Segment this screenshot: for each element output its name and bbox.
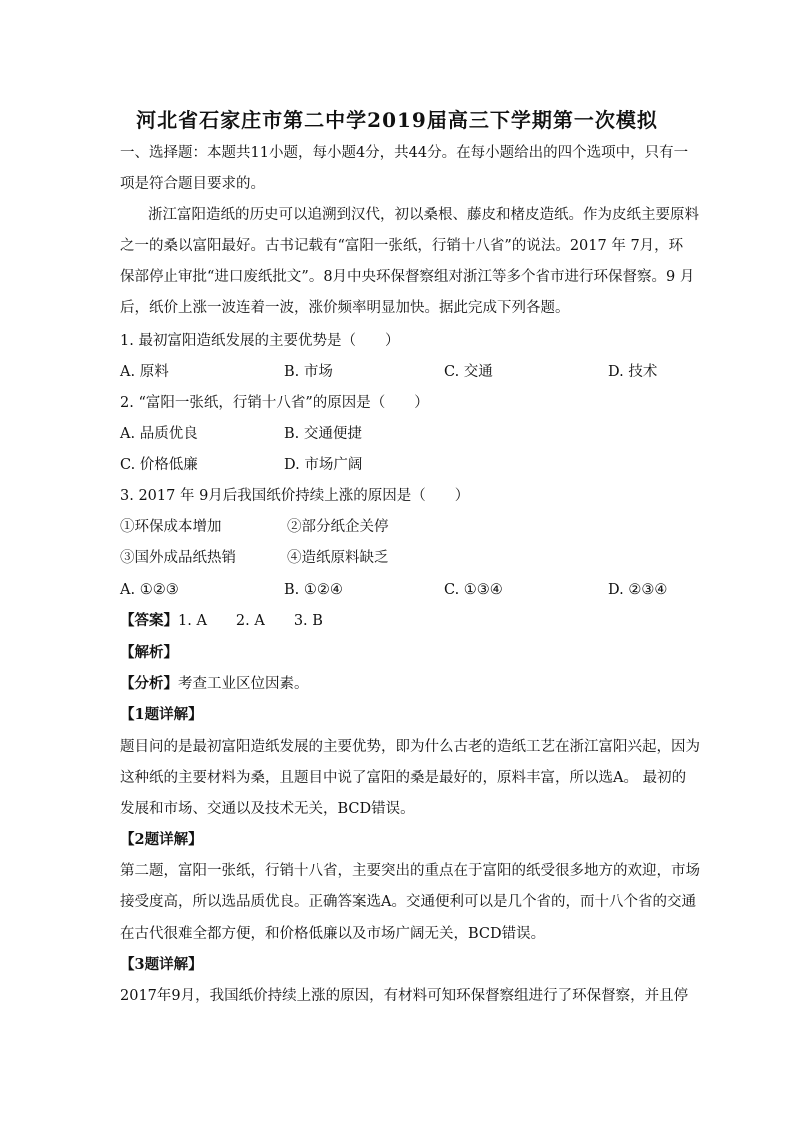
section-instruction-line-1: 一、选择题：本题共11小题，每小题4分，共44分。在每小题给出的四个选项中，只有一 [120,145,689,161]
question-3-statement-1: ①环保成本增加 [120,519,222,535]
question-2-option-d: D. 市场广阔 [284,457,363,473]
document-title: 河北省石家庄市第二中学2019届高三下学期第一次模拟 [136,108,658,132]
detail-2-line-3: 在古代很难全都方便，和价格低廉以及市场广阔无关，BCD错误。 [120,926,546,942]
detail-3-line-1: 2017年9月，我国纸价持续上涨的原因，有材料可知环保督察组进行了环保督察，并且停 [120,988,689,1004]
analysis-intro-label: 【分析】 [120,675,178,692]
analysis-heading: 【解析】 [120,644,178,661]
question-1-option-b: B. 市场 [284,364,333,380]
question-3-statement-2: ②部分纸企关停 [287,519,389,535]
detail-2-line-2: 接受度高，所以选品质优良。正确答案选A。交通便利可以是几个省的，而十八个省的交通 [120,894,696,910]
detail-1-line-2: 这种纸的主要材料为桑，且题目中说了富阳的桑是最好的，原料丰富，所以选A。 最初的 [120,770,687,786]
section-instruction-line-2: 项是符合题目要求的。 [120,176,265,192]
detail-2-line-1: 第二题，富阳一张纸，行销十八省，主要突出的重点在于富阳的纸受很多地方的欢迎，市场 [120,863,700,879]
question-1-stem: 1. 最初富阳造纸发展的主要优势是（ ） [120,333,400,349]
question-3-stem: 3. 2017 年 9月后我国纸价持续上涨的原因是（ ） [120,488,470,504]
question-2-stem: 2. “富阳一张纸，行销十八省”的原因是（ ） [120,395,429,411]
detail-1-line-3: 发展和市场、交通以及技术无关，BCD错误。 [120,801,415,817]
detail-1-line-1: 题目问的是最初富阳造纸发展的主要优势，即为什么古老的造纸工艺在浙江富阳兴起，因为 [120,739,700,755]
question-2-option-a: A. 品质优良 [120,426,198,442]
question-2-option-b: B. 交通便捷 [284,426,362,442]
question-2-option-c: C. 价格低廉 [120,457,198,473]
question-1-option-a: A. 原料 [120,364,169,380]
question-3-statement-3: ③国外成品纸热销 [120,550,236,566]
passage-line-3: 保部停止审批“进口废纸批文”。8月中央环保督察组对浙江等多个省市进行环保督察。9 月 [120,269,695,285]
question-3-option-c: C. ①③④ [444,582,503,598]
question-3-statement-4: ④造纸原料缺乏 [287,550,389,566]
passage-line-4: 后，纸价上涨一波连着一波，涨价频率明显加快。据此完成下列各题。 [120,300,570,316]
passage-line-2: 之一的桑以富阳最好。古书记载有“富阳一张纸，行销十八省”的说法。2017 年 7月，环 [120,238,684,254]
answer-label: 【答案】 [120,612,178,629]
detail-1-heading: 【1题详解】 [120,706,203,723]
answer-text: 1. A 2. A 3. B [178,613,323,629]
passage-line-1: 浙江富阳造纸的历史可以追溯到汉代，初以桑根、藤皮和楮皮造纸。作为皮纸主要原料 [148,207,699,223]
analysis-intro-line [120,674,680,694]
detail-3-heading: 【3题详解】 [120,956,203,973]
question-1-option-c: C. 交通 [444,364,493,380]
question-1-option-d: D. 技术 [608,364,658,380]
question-3-option-d: D. ②③④ [608,582,668,598]
detail-2-heading: 【2题详解】 [120,831,203,848]
question-3-option-a: A. ①②③ [120,582,179,598]
analysis-intro-text: 考查工业区位因素。 [178,676,309,692]
question-3-option-b: B. ①②④ [284,582,343,598]
answer-line [120,611,680,631]
